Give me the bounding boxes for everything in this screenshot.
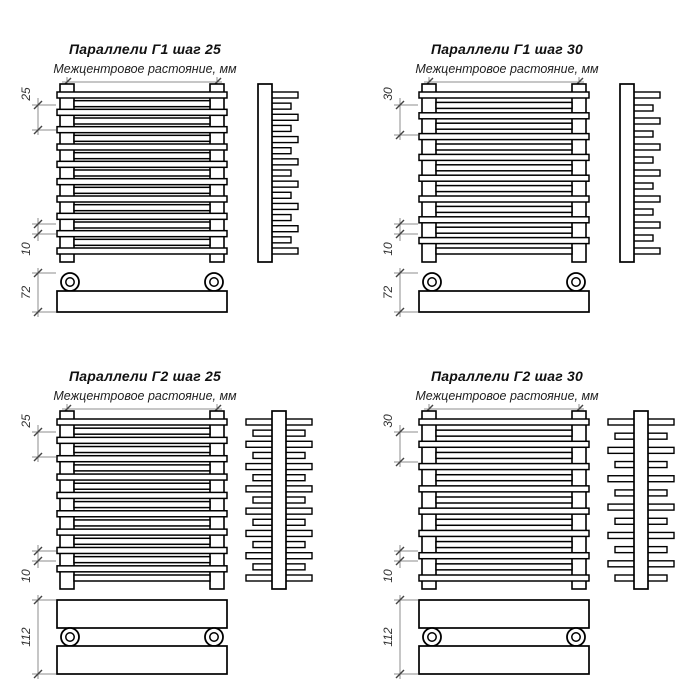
panel-title: Параллели Г1 шаг 25 [69, 41, 221, 57]
center-distance-dimension [62, 404, 222, 414]
gap-dimension [381, 545, 418, 583]
collector-circle-inner [66, 633, 74, 641]
collector-circle-inner [66, 278, 74, 286]
dimension-value: 25 [19, 87, 33, 101]
dimension-value: 10 [19, 569, 33, 583]
bottom-view [419, 600, 589, 674]
front-view [419, 411, 589, 589]
dimension-value: 72 [381, 285, 395, 300]
side-view [258, 84, 298, 262]
dimension-value: 10 [381, 242, 395, 256]
collector-circle-inner [210, 278, 218, 286]
gap-dimension [19, 218, 56, 256]
depth-dimension [381, 268, 418, 317]
dimension-value: 72 [19, 285, 33, 300]
panel-g2-step25 [0, 327, 338, 700]
dimension-value: 112 [19, 627, 33, 647]
center-distance-dimension [424, 404, 584, 414]
step-dimension [19, 87, 56, 135]
depth-dimension [19, 595, 56, 679]
radiator-drawing-g2-step25 [0, 327, 338, 700]
panel-g1-step30 [362, 0, 700, 373]
collector-circle-inner [210, 633, 218, 641]
center-distance-label: Межцентровое растояние, мм [415, 62, 599, 76]
collector-circle-inner [572, 278, 580, 286]
radiator-drawing-g1-step30 [362, 0, 700, 373]
gap-dimension [381, 218, 418, 256]
dimension-value: 112 [381, 627, 395, 647]
panel-g2-step30 [362, 327, 700, 700]
center-distance-label: Межцентровое растояние, мм [53, 62, 237, 76]
radiator-drawing-g2-step30 [362, 327, 700, 700]
step-dimension [381, 414, 418, 467]
dimension-value: 10 [381, 569, 395, 583]
dimension-value: 25 [19, 414, 33, 428]
panel-title: Параллели Г2 шаг 25 [69, 368, 221, 384]
center-distance-label: Межцентровое растояние, мм [53, 389, 237, 403]
side-view [246, 411, 312, 589]
center-distance-label: Межцентровое растояние, мм [415, 389, 599, 403]
center-distance-dimension [62, 77, 222, 87]
bottom-view [57, 600, 227, 674]
front-view [419, 84, 589, 262]
panel-title: Параллели Г2 шаг 30 [431, 368, 583, 384]
panel-title: Параллели Г1 шаг 30 [431, 41, 583, 57]
panel-g1-step25 [0, 0, 338, 373]
depth-dimension [19, 268, 56, 317]
dimension-value: 30 [381, 87, 395, 101]
center-distance-dimension [424, 77, 584, 87]
radiator-drawing-g1-step25 [0, 0, 338, 373]
collector-circle-inner [428, 633, 436, 641]
collector-circle-inner [428, 278, 436, 286]
side-view [620, 84, 660, 262]
collector-circle-inner [572, 633, 580, 641]
depth-dimension [381, 595, 418, 679]
bottom-view [419, 273, 589, 312]
front-view [57, 411, 227, 589]
front-view [57, 84, 227, 262]
bottom-view [57, 273, 227, 312]
dimension-value: 10 [19, 242, 33, 256]
dimension-value: 30 [381, 414, 395, 428]
side-view [608, 411, 674, 589]
gap-dimension [19, 545, 56, 583]
step-dimension [381, 87, 418, 140]
step-dimension [19, 414, 56, 462]
